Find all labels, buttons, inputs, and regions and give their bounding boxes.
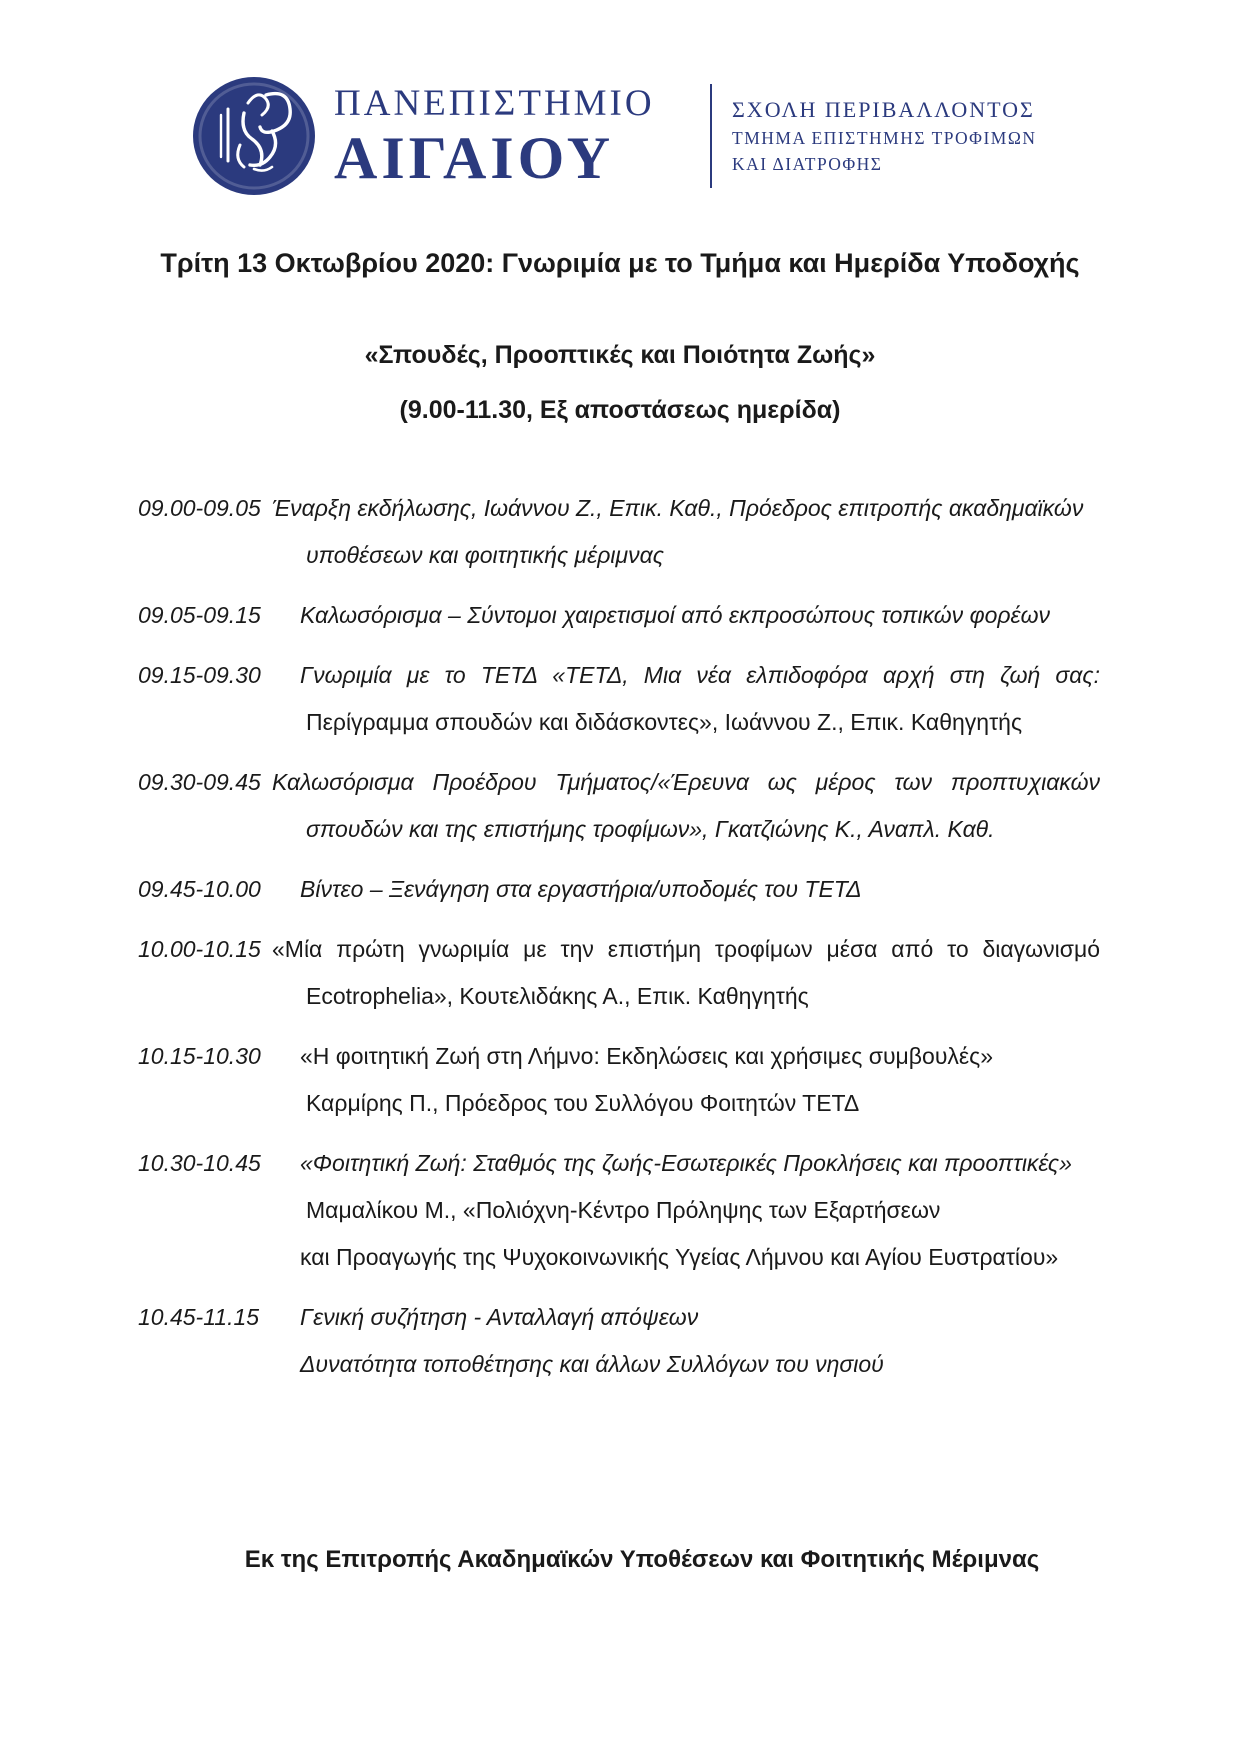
schedule-time: 09.30-09.45 <box>138 769 261 795</box>
schedule-line: «Φοιτητική Ζωή: Σταθμός της ζωής-Εσωτερικές Προκλήσεις και προοπτικές» <box>300 1150 1072 1176</box>
schedule-line: Περίγραμμα σπουδών και διδάσκοντες», Ιωάννου Ζ., Επικ. Καθηγητής <box>306 709 1023 735</box>
schedule-row <box>138 652 1100 746</box>
event-date-title: Τρίτη 13 Οκτωβρίου 2020: Γνωριμία με το Τμήμα και Ημερίδα Υποδοχής <box>160 248 1080 278</box>
header-divider <box>710 84 712 188</box>
committee-signature: Εκ της Επιτροπής Ακαδημαϊκών Υποθέσεων και Φοιτητικής Μέριμνας <box>244 1546 1040 1573</box>
school-department-block <box>732 96 1037 175</box>
schedule-description <box>272 592 1100 639</box>
schedule-description <box>272 866 1100 913</box>
schedule-list <box>0 485 1100 1388</box>
schedule-row <box>138 866 1100 913</box>
schedule-description <box>272 485 1100 579</box>
schedule-line: και Προαγωγής της Ψυχοκοινωνικής Υγείας Λήμνου και Αγίου Ευστρατίου» <box>300 1244 1059 1270</box>
schedule-time: 10.00-10.15 <box>138 936 261 962</box>
schedule-line: Έναρξη εκδήλωσης, Ιωάννου Ζ., Επικ. Καθ., Πρόεδρος επιτροπής ακαδημαϊκών <box>272 495 1084 521</box>
aegean-seal-icon <box>188 73 320 199</box>
schedule-line: «Μία πρώτη γνωριμία με την επιστήμη τροφίμων μέσα από το διαγωνισμό <box>272 936 1100 962</box>
schedule-row <box>138 592 1100 639</box>
schedule-time: 09.45-10.00 <box>138 876 261 902</box>
schedule-time: 09.05-09.15 <box>138 602 261 628</box>
university-name <box>334 82 694 191</box>
schedule-line: «Η φοιτητική Ζωή στη Λήμνο: Εκδηλώσεις και χρήσιμες συμβουλές» <box>300 1043 994 1069</box>
schedule-row <box>138 926 1100 1020</box>
schedule-line: Μαμαλίκου Μ., «Πολιόχνη-Κέντρο Πρόληψης των Εξαρτήσεων <box>306 1197 941 1223</box>
schedule-row <box>138 1294 1100 1388</box>
schedule-time: 10.15-10.30 <box>138 1043 261 1069</box>
schedule-line: Καλωσόρισμα Προέδρου Τμήματος/«Έρευνα ως μέρος των προπτυχιακών <box>272 769 1100 795</box>
schedule-description <box>272 1140 1100 1281</box>
schedule-line: Ecotrophelia», Κουτελιδάκης Α., Επικ. Καθηγητής <box>306 983 809 1009</box>
schedule-line: Καρμίρης Π., Πρόεδρος του Συλλόγου Φοιτητών ΤΕΤΔ <box>306 1090 860 1116</box>
school-name: ΣΧΟΛΗ ΠΕΡΙΒΑΛΛΟΝΤΟΣ <box>732 97 1035 123</box>
schedule-line: Βίντεο – Ξενάγηση στα εργαστήρια/υποδομές του ΤΕΤΔ <box>300 876 862 902</box>
schedule-description <box>272 1294 1100 1388</box>
department-name-line1: ΤΜΗΜΑ ΕΠΙΣΤΗΜΗΣ ΤΡΟΦΙΜΩΝ <box>732 127 1037 148</box>
schedule-description <box>272 926 1100 1020</box>
schedule-line: υποθέσεων και φοιτητικής μέριμνας <box>306 542 664 568</box>
schedule-row <box>138 759 1100 853</box>
university-header <box>188 72 1240 200</box>
schedule-row <box>138 1033 1100 1127</box>
schedule-time: 10.30-10.45 <box>138 1150 261 1176</box>
schedule-line: Γενική συζήτηση - Ανταλλαγή απόψεων <box>300 1304 699 1330</box>
schedule-description <box>272 652 1100 746</box>
schedule-row <box>138 485 1100 579</box>
schedule-line: σπουδών και της επιστήμης τροφίμων», Γκατζιώνης Κ., Αναπλ. Καθ. <box>306 816 995 842</box>
event-theme-title: «Σπουδές, Προοπτικές και Ποιότητα Ζωής» <box>364 341 876 369</box>
schedule-line: Γνωριμία με το ΤΕΤΔ «ΤΕΤΔ, Μια νέα ελπιδοφόρα αρχή στη ζωή σας: <box>300 662 1100 688</box>
department-name-line2: ΚΑΙ ΔΙΑΤΡΟΦΗΣ <box>732 153 883 174</box>
schedule-description <box>272 759 1100 853</box>
schedule-description <box>272 1033 1100 1127</box>
schedule-time: 10.45-11.15 <box>138 1304 260 1330</box>
schedule-line: Καλωσόρισμα – Σύντομοι χαιρετισμοί από εκπροσώπους τοπικών φορέων <box>300 602 1051 628</box>
schedule-time: 09.00-09.05 <box>138 495 261 521</box>
schedule-line: Δυνατότητα τοποθέτησης και άλλων Συλλόγων του νησιού <box>300 1351 884 1377</box>
schedule-time: 09.15-09.30 <box>138 662 261 688</box>
schedule-row <box>138 1140 1100 1281</box>
event-time-note: (9.00-11.30, Εξ αποστάσεως ημερίδα) <box>399 396 841 424</box>
university-name-line2: ΑΙΓΑΙΟΥ <box>334 124 615 191</box>
university-name-line1: ΠΑΝΕΠΙΣΤΗΜΙΟ <box>334 82 655 124</box>
